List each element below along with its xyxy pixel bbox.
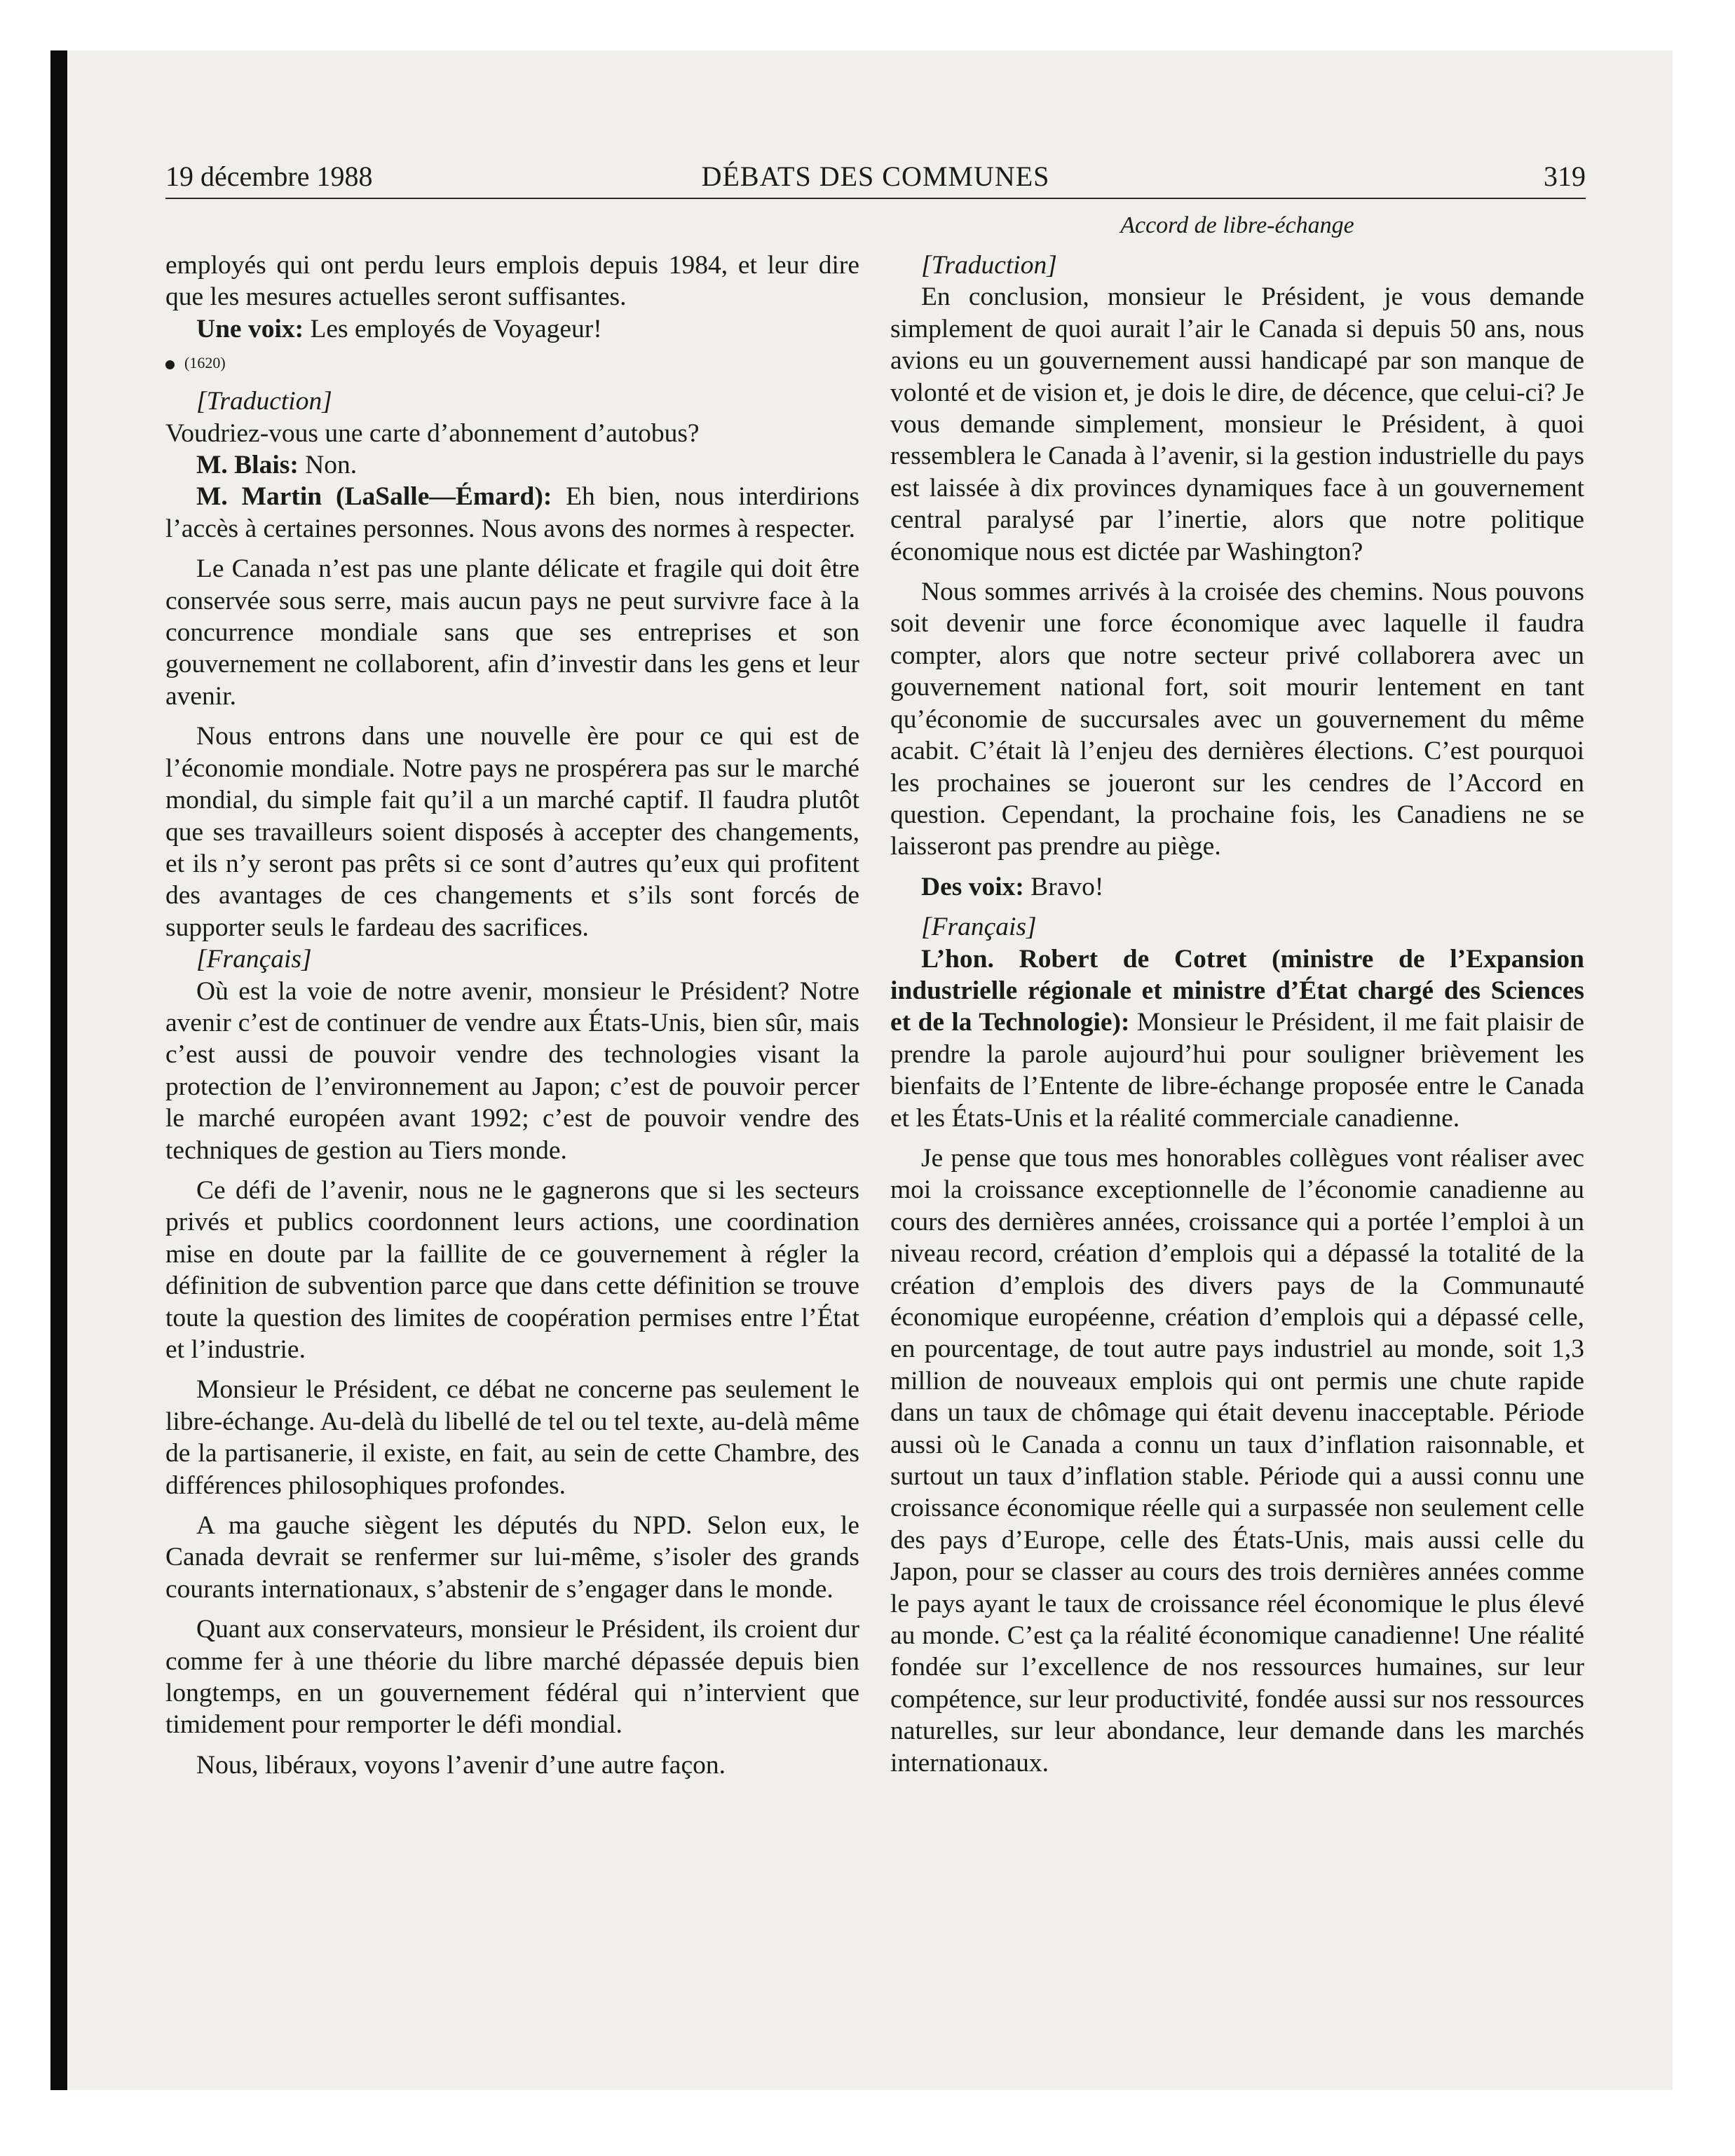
speaker-name: Des voix:: [921, 872, 1024, 901]
paragraph: Où est la voie de notre avenir, monsieur le Président? Notre avenir c’est de continuer de vendre aux États-Unis, bien sûr, mais c’est aussi de pouvoir vendre des technologies visant la protection de l’environnement au Japon; c’est de pouvoir percer le marché européen avant 1992; c’est de pouvoir vendre des techniques de gestion au Tiers monde.: [165, 976, 859, 1165]
time-marker: [165, 349, 859, 377]
paragraph: Nous sommes arrivés à la croisée des chemins. Nous pouvons soit devenir une force économique avec laquelle il faudra compter, alors que notre secteur privé collaborera avec un gouvernement national fort, soit mourir lentement en tant qu’économie de succursales avec un gouvernement du même acabit. C’était là l’enjeu des dernières élections. C’est pourquoi les prochaines se joueront sur les cendres de l’Accord en question. Cependant, la prochaine fois, les Canadiens ne se laisseront pas prendre au piège.: [890, 578, 1584, 861]
scan-edge-bar: [50, 50, 67, 2090]
right-column: [890, 250, 1584, 1779]
header-date: 19 décembre 1988: [165, 161, 373, 192]
paragraph: Quant aux conservateurs, monsieur le Président, ils croient dur comme fer à une théorie du libre marché dépassée depuis bien longtemps, en un gouvernement fédéral qui n’intervient que timidement pour remporter le défi mondial.: [165, 1615, 859, 1740]
paragraph: Le Canada n’est pas une plante délicate et fragile qui doit être conservée sous serre, mais aucun pays ne peut survivre face à la concurrence mondiale sans que ses entreprises et son gouvernement ne collaborent, afin d’investir dans les gens et leur avenir.: [165, 554, 859, 711]
speaker-name: Une voix:: [196, 314, 304, 343]
paragraph: employés qui ont perdu leurs emplois depuis 1984, et leur dire que les mesures actuelles seront suffisantes.: [165, 251, 859, 312]
language-label: [Traduction]: [196, 387, 332, 416]
paragraph: A ma gauche siègent les députés du NPD. Selon eux, le Canada devrait se renfermer sur lui-même, s’isoler des grands courants internationaux, s’abstenir de s’engager dans le monde.: [165, 1511, 859, 1604]
paragraph: Voudriez-vous une carte d’abonnement d’autobus?: [165, 418, 700, 448]
speech-paragraph: [165, 449, 859, 481]
speech-text: Les employés de Voyageur!: [304, 314, 602, 343]
page-header: [165, 156, 1586, 199]
paragraph: Monsieur le Président, ce débat ne concerne pas seulement le libre-échange. Au-delà du libellé de tel ou tel texte, au-delà même de la partisanerie, il existe, en fait, au sein de cette Chambre, des différences philosophiques profondes.: [165, 1375, 859, 1500]
paragraph: Ce défi de l’avenir, nous ne le gagnerons que si les secteurs privés et publics coordonnent leurs actions, une coordination mise en doute par la faillite de ce gouvernement à régler la définition de subvention parce que dans cette définition se trouve toute la question des limites de coopération permises entre l’État et l’industrie.: [165, 1175, 859, 1364]
bullet-icon: [165, 360, 175, 369]
speech-text: Eh bien, nous interdirions l’accès à certaines personnes. Nous avons des normes à respecter.: [165, 482, 859, 543]
speaker-name: M. Blais:: [196, 451, 299, 480]
speech-paragraph: [165, 481, 859, 545]
language-label: [Français]: [921, 913, 1037, 942]
speech-text: Monsieur le Président, il me fait plaisir de prendre la parole aujourd’hui pour souligner brièvement les bienfaits de l’Entente de libre-échange proposée entre le Canada et les États-Unis et la réalité commerciale canadienne.: [890, 1008, 1584, 1133]
paragraph: Nous, libéraux, voyons l’avenir d’une autre façon.: [196, 1750, 726, 1780]
speaker-name: M. Martin (LaSalle—Émard):: [196, 482, 552, 512]
speech-paragraph: [890, 871, 1584, 903]
paragraph: Nous entrons dans une nouvelle ère pour ce qui est de l’économie mondiale. Notre pays ne prospérera pas sur le marché mondial, du simple fait qu’il a un marché captif. Il faudra plutôt que ses travailleurs soient disposés à accepter des changements, et ils n’y seront pas prêts si ce sont d’autres qu’eux qui profitent des avantages de ces changements et s’ils sont forcés de supporter seuls le fardeau des sacrifices.: [165, 722, 859, 942]
language-label: [Traduction]: [921, 251, 1057, 280]
header-title: DÉBATS DES COMMUNES: [701, 161, 1050, 192]
language-label: [Français]: [196, 945, 312, 974]
speech-text: Bravo!: [1023, 872, 1104, 901]
speech-text: Non.: [298, 451, 358, 480]
header-page-number: 319: [1544, 161, 1586, 192]
speaker-name: L’hon. Robert de Cotret (ministre de l’Expansion industrielle régionale et ministre d’État chargé des Sciences et de la Technologie):: [890, 944, 1584, 1037]
speech-paragraph: [165, 313, 859, 345]
speech-paragraph: [890, 943, 1584, 1134]
left-column: [165, 250, 859, 1781]
time-marker-text: (1620): [184, 354, 226, 372]
paragraph: En conclusion, monsieur le Président, je vous demande simplement de quoi aurait l’air le Canada si depuis 50 ans, nous avions eu un gouvernement aussi handicapé par son manque de volonté et de vision et, je dois le dire, de décence, que celui-ci? Je vous demande simplement, monsieur le Président, à quoi ressemblera le Canada à l’avenir, si la gestion industrielle du pays est laissée à dix provinces dynamiques face à un gouvernement central paralysé par l’inertie, alors que notre politique économique nous est dictée par Washington?: [890, 282, 1584, 566]
running-title: Accord de libre-échange: [1120, 212, 1354, 238]
paragraph: Je pense que tous mes honorables collègues vont réaliser avec moi la croissance exceptionnelle de l’économie canadienne au cours des dernières années, croissance qui a portée l’emploi à un niveau record, création d’emplois qui a dépassé la totalité de la création d’emplois des divers pays de la Communauté économique européenne, création d’emplois qui a dépassé celle, en pourcentage, de tout autre pays industriel au monde, soit 1,3 million de nouveaux emplois qui ont permis une chute rapide dans un taux de chômage qui était devenu inacceptable. Période aussi où le Canada a connu un taux d’inflation raisonnable, et surtout un taux d’inflation stable. Période qui a aussi connu une croissance économique réelle qui a surpassée non seulement celle des pays d’Europe, celle des États-Unis, mais aussi celle du Japon, pour se classer au cours des trois dernières années comme le pays ayant le taux de croissance réel économique le plus élevé au monde. C’est ça la réalité économique canadienne! Une réalité fondée sur l’excellence de nos ressources humaines, sur leur compétence, sur leur productivité, fondée aussi sur nos ressources naturelles, sur leur abondance, leur demande dans les marchés internationaux.: [890, 1143, 1584, 1778]
